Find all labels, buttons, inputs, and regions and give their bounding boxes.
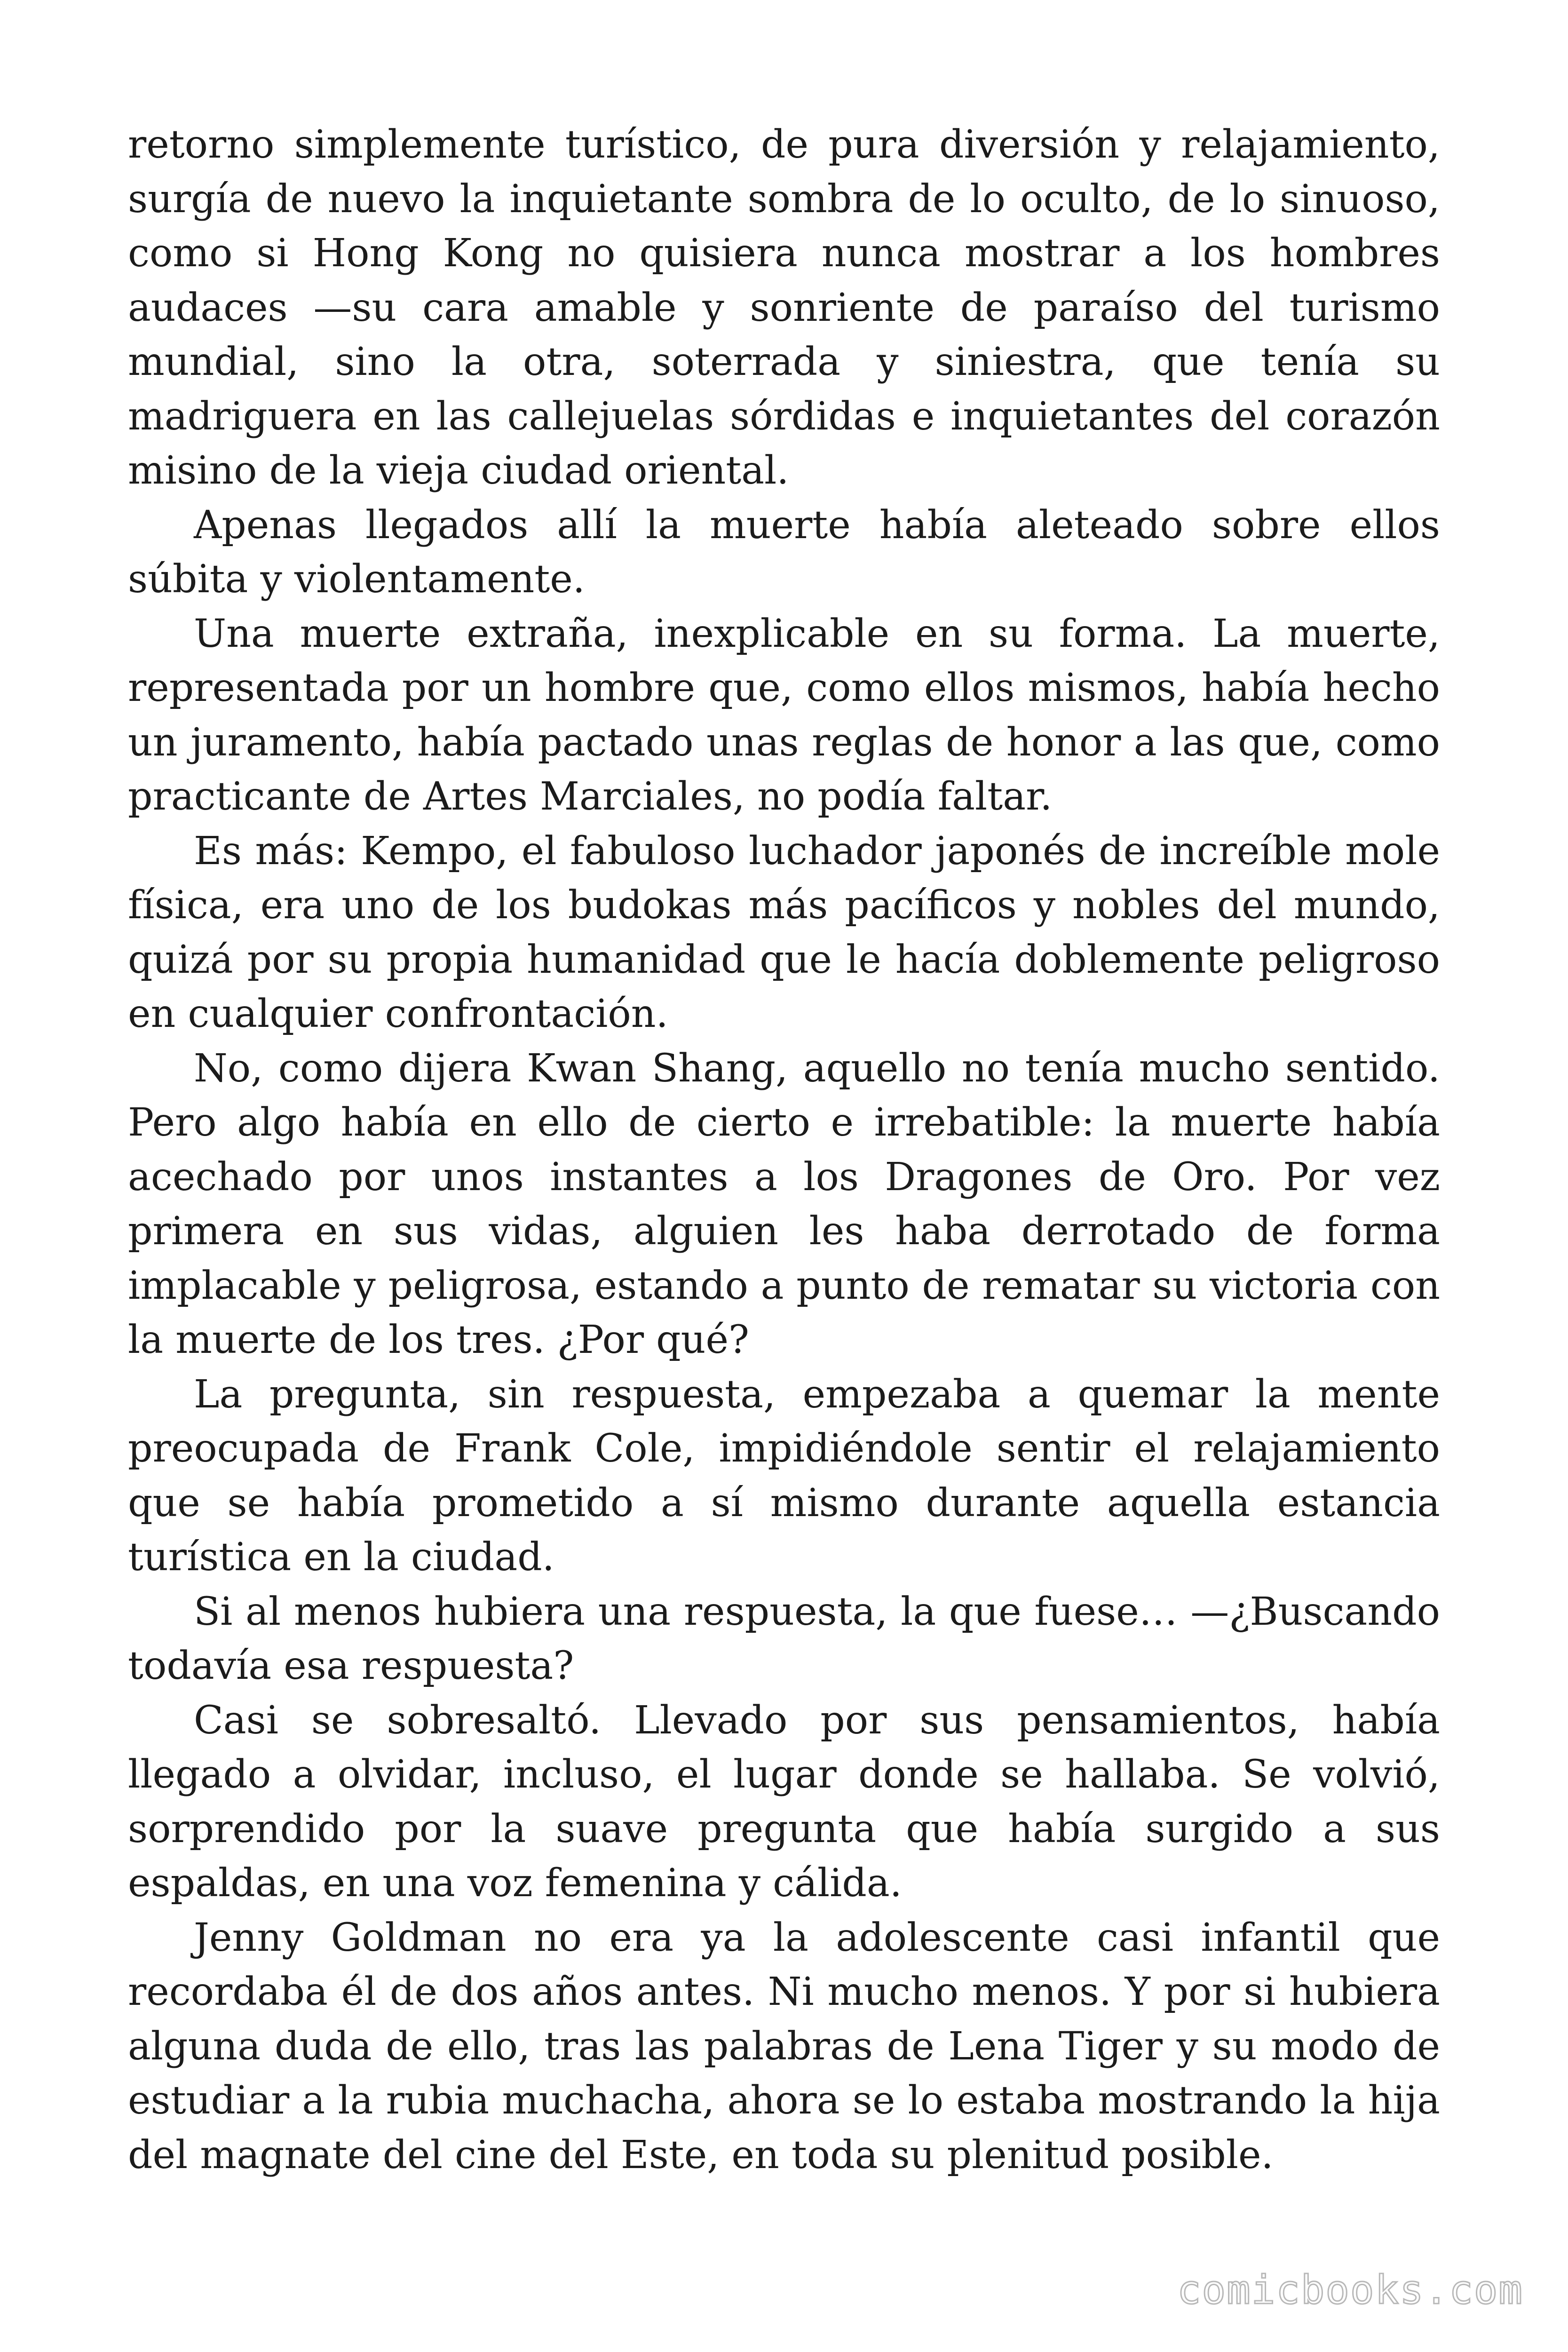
paragraph: La pregunta, sin respuesta, empezaba a quemar la mente preocupada de Frank Cole, impidiéndole sentir el relajamiento que se había prometido a sí mismo durante aquella estancia turística en la ciudad. — [128, 1372, 1440, 1580]
paragraph: Una muerte extraña, inexplicable en su forma. La muerte, representada por un hombre que, como ellos mismos, había hecho un juramento, había pactado unas reglas de honor a las que, como practicante de Artes Marciales, no podía faltar. — [128, 611, 1440, 819]
body-text — [128, 118, 1440, 2182]
paragraph: Es más: Kempo, el fabuloso luchador japonés de increíble mole física, era uno de los budokas más pacíficos y nobles del mundo, quizá por su propia humanidad que le hacía doblemente peligroso en cualquier confrontación. — [128, 828, 1440, 1036]
paragraph-continued: retorno simplemente turístico, de pura diversión y relajamiento, surgía de nuevo la inquietante sombra de lo oculto, de lo sinuoso, como si Hong Kong no quisiera nunca mostrar a los hombres audaces —su cara amable y sonriente de paraíso del turismo mundial, sino la otra, soterrada y siniestra, que tenía su madriguera en las callejuelas sórdidas e inquietantes del corazón misino de la vieja ciudad oriental. — [128, 122, 1440, 493]
paragraph: No, como dijera Kwan Shang, aquello no tenía mucho sentido. Pero algo había en ello de cierto e irrebatible: la muerte había acechado por unos instantes a los Dragones de Oro. Por vez primera en sus vidas, alguien les haba derrotado de forma implacable y peligrosa, estando a punto de rematar su victoria con la muerte de los tres. ¿Por qué? — [128, 1046, 1440, 1362]
paragraph: Apenas llegados allí la muerte había aleteado sobre ellos súbita y violentamente. — [128, 502, 1440, 602]
paragraph: Jenny Goldman no era ya la adolescente casi infantil que recordaba él de dos años antes. Ni mucho menos. Y por si hubiera alguna duda de ello, tras las palabras de Lena Tiger y su modo de estudiar a la rubia muchacha, ahora se lo estaba mostrando la hija del magnate del cine del Este, en toda su plenitud posible. — [128, 1915, 1440, 2177]
paragraph: Casi se sobresaltó. Llevado por sus pensamientos, había llegado a olvidar, incluso, el lugar donde se hallaba. Se volvió, sorprendido por la suave pregunta que había surgido a sus espaldas, en una voz femenina y cálida. — [128, 1698, 1440, 1906]
paragraph: Si al menos hubiera una respuesta, la que fuese… —¿Buscando todavía esa respuesta? — [128, 1589, 1440, 1688]
watermark: comicbooks.com — [1177, 2267, 1523, 2313]
